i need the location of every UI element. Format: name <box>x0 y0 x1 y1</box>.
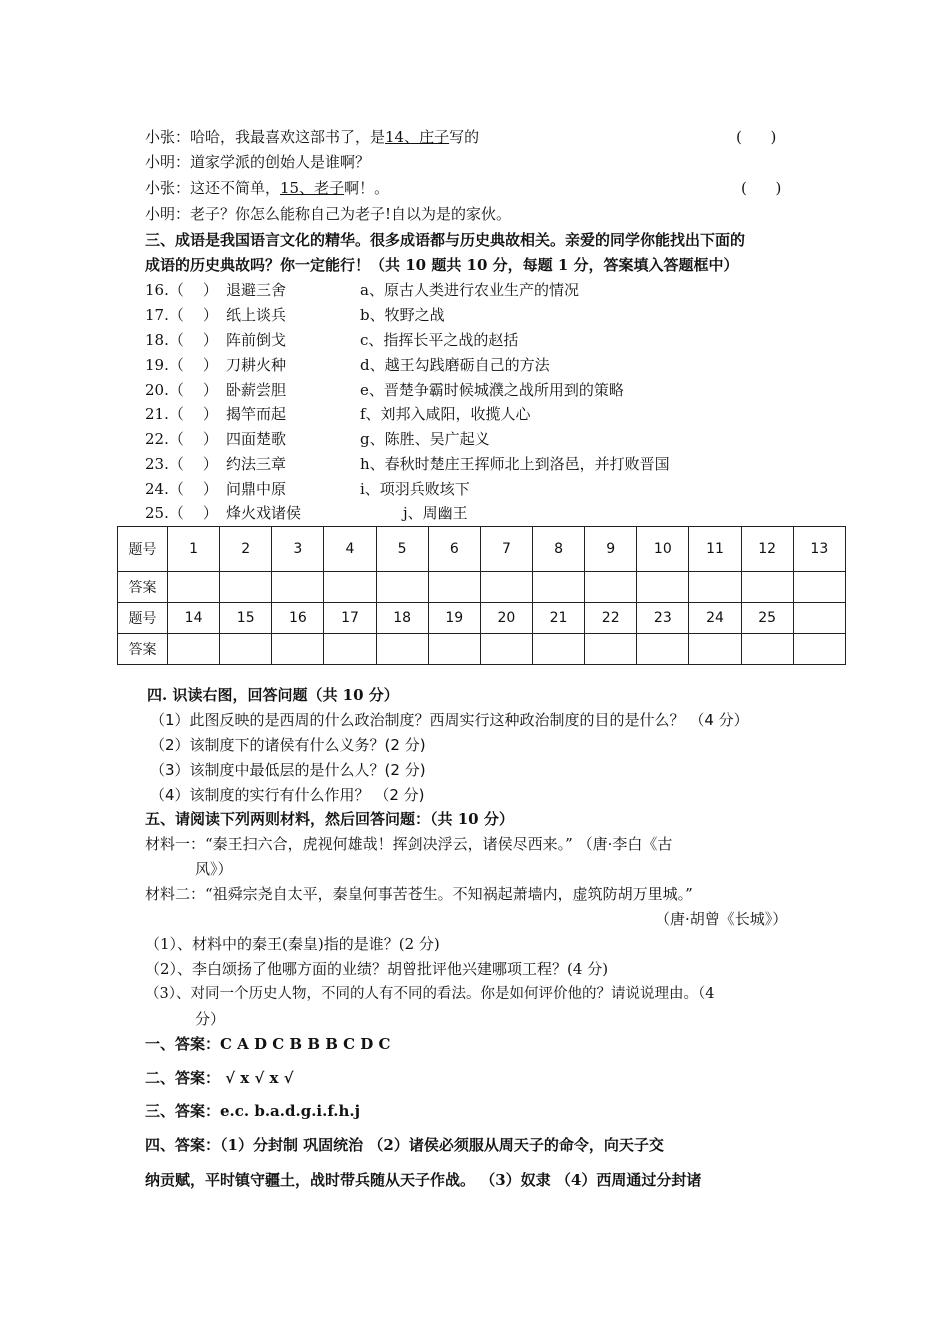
answer-cell[interactable] <box>324 572 376 603</box>
table-cell: 21 <box>532 603 584 634</box>
table-cell: 12 <box>741 527 793 572</box>
table-cell: 1 <box>168 527 220 572</box>
section5-question-2: （2）、李白颂扬了他哪方面的业绩？胡曾批评他兴建哪项工程？(4 分) <box>145 960 609 978</box>
answer-cell[interactable] <box>220 634 272 665</box>
answer-cell[interactable] <box>480 572 532 603</box>
table-cell: 6 <box>428 527 480 572</box>
answer-cell[interactable] <box>480 634 532 665</box>
table-cell: 23 <box>637 603 689 634</box>
table-cell: 3 <box>272 527 324 572</box>
section5-title: 五、请阅读下列两则材料，然后回答问题：（共 10 分） <box>145 810 514 828</box>
answer-paren-14: ( ) <box>736 128 777 146</box>
section4-question-4: （4）该制度的实行有什么作用？ （2 分) <box>150 786 425 804</box>
dialogue-line-4: 小明：老子？你怎么能称自己为老子!自以为是的家伙。 <box>145 205 512 223</box>
answer-section-1: 一、答案：C A D C B B B C D C <box>145 1035 391 1053</box>
answer-cell[interactable] <box>220 572 272 603</box>
answer-cell[interactable] <box>272 572 324 603</box>
answer-section-2: 二、答案： √ x √ x √ <box>145 1069 294 1087</box>
table-header-cell: 答案 <box>118 634 168 665</box>
answer-cell[interactable] <box>741 634 793 665</box>
table-cell: 22 <box>585 603 637 634</box>
answer-cell[interactable] <box>428 572 480 603</box>
table-cell: 14 <box>168 603 220 634</box>
table-header-cell: 题号 <box>118 527 168 572</box>
table-cell: 17 <box>324 603 376 634</box>
table-cell: 19 <box>428 603 480 634</box>
table-cell: 25 <box>741 603 793 634</box>
material-1-line2: 风》） <box>195 860 233 878</box>
section5-question-3-line2: 分） <box>195 1010 226 1028</box>
dialogue-line-1: 小张：哈哈，我最喜欢这部书了，是14、庄子写的 <box>145 128 480 146</box>
table-row <box>118 603 846 634</box>
dialogue-line-2: 小明：道家学派的创始人是谁啊？ <box>145 153 371 171</box>
underlined-answer-14: 14、庄子 <box>385 128 450 146</box>
answer-cell[interactable] <box>376 634 428 665</box>
table-cell: 4 <box>324 527 376 572</box>
answer-cell[interactable] <box>741 572 793 603</box>
answer-section-4-line1: 四、答案：（1）分封制 巩固统治 （2）诸侯必须服从周天子的命令，向天子交 <box>145 1136 664 1154</box>
table-row <box>118 634 846 665</box>
table-row <box>118 572 846 603</box>
table-cell: 13 <box>793 527 845 572</box>
answer-cell[interactable] <box>793 634 845 665</box>
answer-cell[interactable] <box>272 634 324 665</box>
answer-cell[interactable] <box>532 634 584 665</box>
table-cell: 9 <box>585 527 637 572</box>
answer-section-3: 三、答案：e.c. b.a.d.g.i.f.h.j <box>145 1102 361 1120</box>
table-cell: 16 <box>272 603 324 634</box>
section5-question-1: （1）、材料中的秦王(秦皇)指的是谁？(2 分) <box>145 935 440 953</box>
answer-cell[interactable] <box>637 634 689 665</box>
answer-cell[interactable] <box>585 572 637 603</box>
section5-question-3-line1: （3）、对同一个历史人物，不同的人有不同的看法。你是如何评价他的？请说说理由。（4 <box>145 986 715 1002</box>
table-cell: 20 <box>480 603 532 634</box>
answer-cell[interactable] <box>428 634 480 665</box>
material-2-line1: 材料二：“祖舜宗尧自太平，秦皇何事苦苍生。不知祸起萧墙内，虚筑防胡万里城。” <box>145 885 693 903</box>
section4-question-1: （1）此图反映的是西周的什么政治制度？西周实行这种政治制度的目的是什么？ （4 分） <box>150 711 749 729</box>
table-header-cell: 答案 <box>118 572 168 603</box>
answer-cell[interactable] <box>376 572 428 603</box>
section3-title-line1: 三、成语是我国语言文化的精华。很多成语都与历史典故相关。亲爱的同学你能找出下面的 <box>145 231 746 249</box>
table-cell: 8 <box>532 527 584 572</box>
answer-cell[interactable] <box>689 634 741 665</box>
answer-cell[interactable] <box>689 572 741 603</box>
table-cell: 11 <box>689 527 741 572</box>
table-cell: 10 <box>637 527 689 572</box>
answer-paren-15: ( ) <box>741 179 782 197</box>
dialogue-line-3: 小张：这还不简单，15、老子啊！。 <box>145 179 390 197</box>
material-2-source: （唐·胡曾《长城》） <box>655 910 788 928</box>
table-cell: 2 <box>220 527 272 572</box>
table-cell: 7 <box>480 527 532 572</box>
table-cell <box>793 603 845 634</box>
answer-cell[interactable] <box>793 572 845 603</box>
answer-cell[interactable] <box>637 572 689 603</box>
answer-table <box>117 526 846 665</box>
table-cell: 5 <box>376 527 428 572</box>
answer-cell[interactable] <box>324 634 376 665</box>
section4-title: 四. 识读右图，回答问题（共 10 分） <box>147 686 399 704</box>
answer-cell[interactable] <box>168 572 220 603</box>
table-header-cell: 题号 <box>118 603 168 634</box>
section4-question-2: （2）该制度下的诸侯有什么义务？(2 分) <box>150 736 426 754</box>
table-row <box>118 527 846 572</box>
section3-title-line2: 成语的历史典故吗？你一定能行！（共 10 题共 10 分，每题 1 分，答案填入答题框中） <box>145 256 739 274</box>
answer-cell[interactable] <box>168 634 220 665</box>
table-cell: 24 <box>689 603 741 634</box>
table-cell: 15 <box>220 603 272 634</box>
answer-cell[interactable] <box>532 572 584 603</box>
material-1-line1: 材料一：“秦王扫六合，虎视何雄哉！挥剑决浮云，诸侯尽西来。” （唐·李白《古 <box>145 835 673 853</box>
answer-cell[interactable] <box>585 634 637 665</box>
section4-question-3: （3）该制度中最低层的是什么人？(2 分) <box>150 761 426 779</box>
underlined-answer-15: 15、老子 <box>280 179 345 197</box>
answer-section-4-line2: 纳贡赋，平时镇守疆土，战时带兵随从天子作战。 （3）奴隶 （4）西周通过分封诸 <box>145 1171 702 1189</box>
table-cell: 18 <box>376 603 428 634</box>
